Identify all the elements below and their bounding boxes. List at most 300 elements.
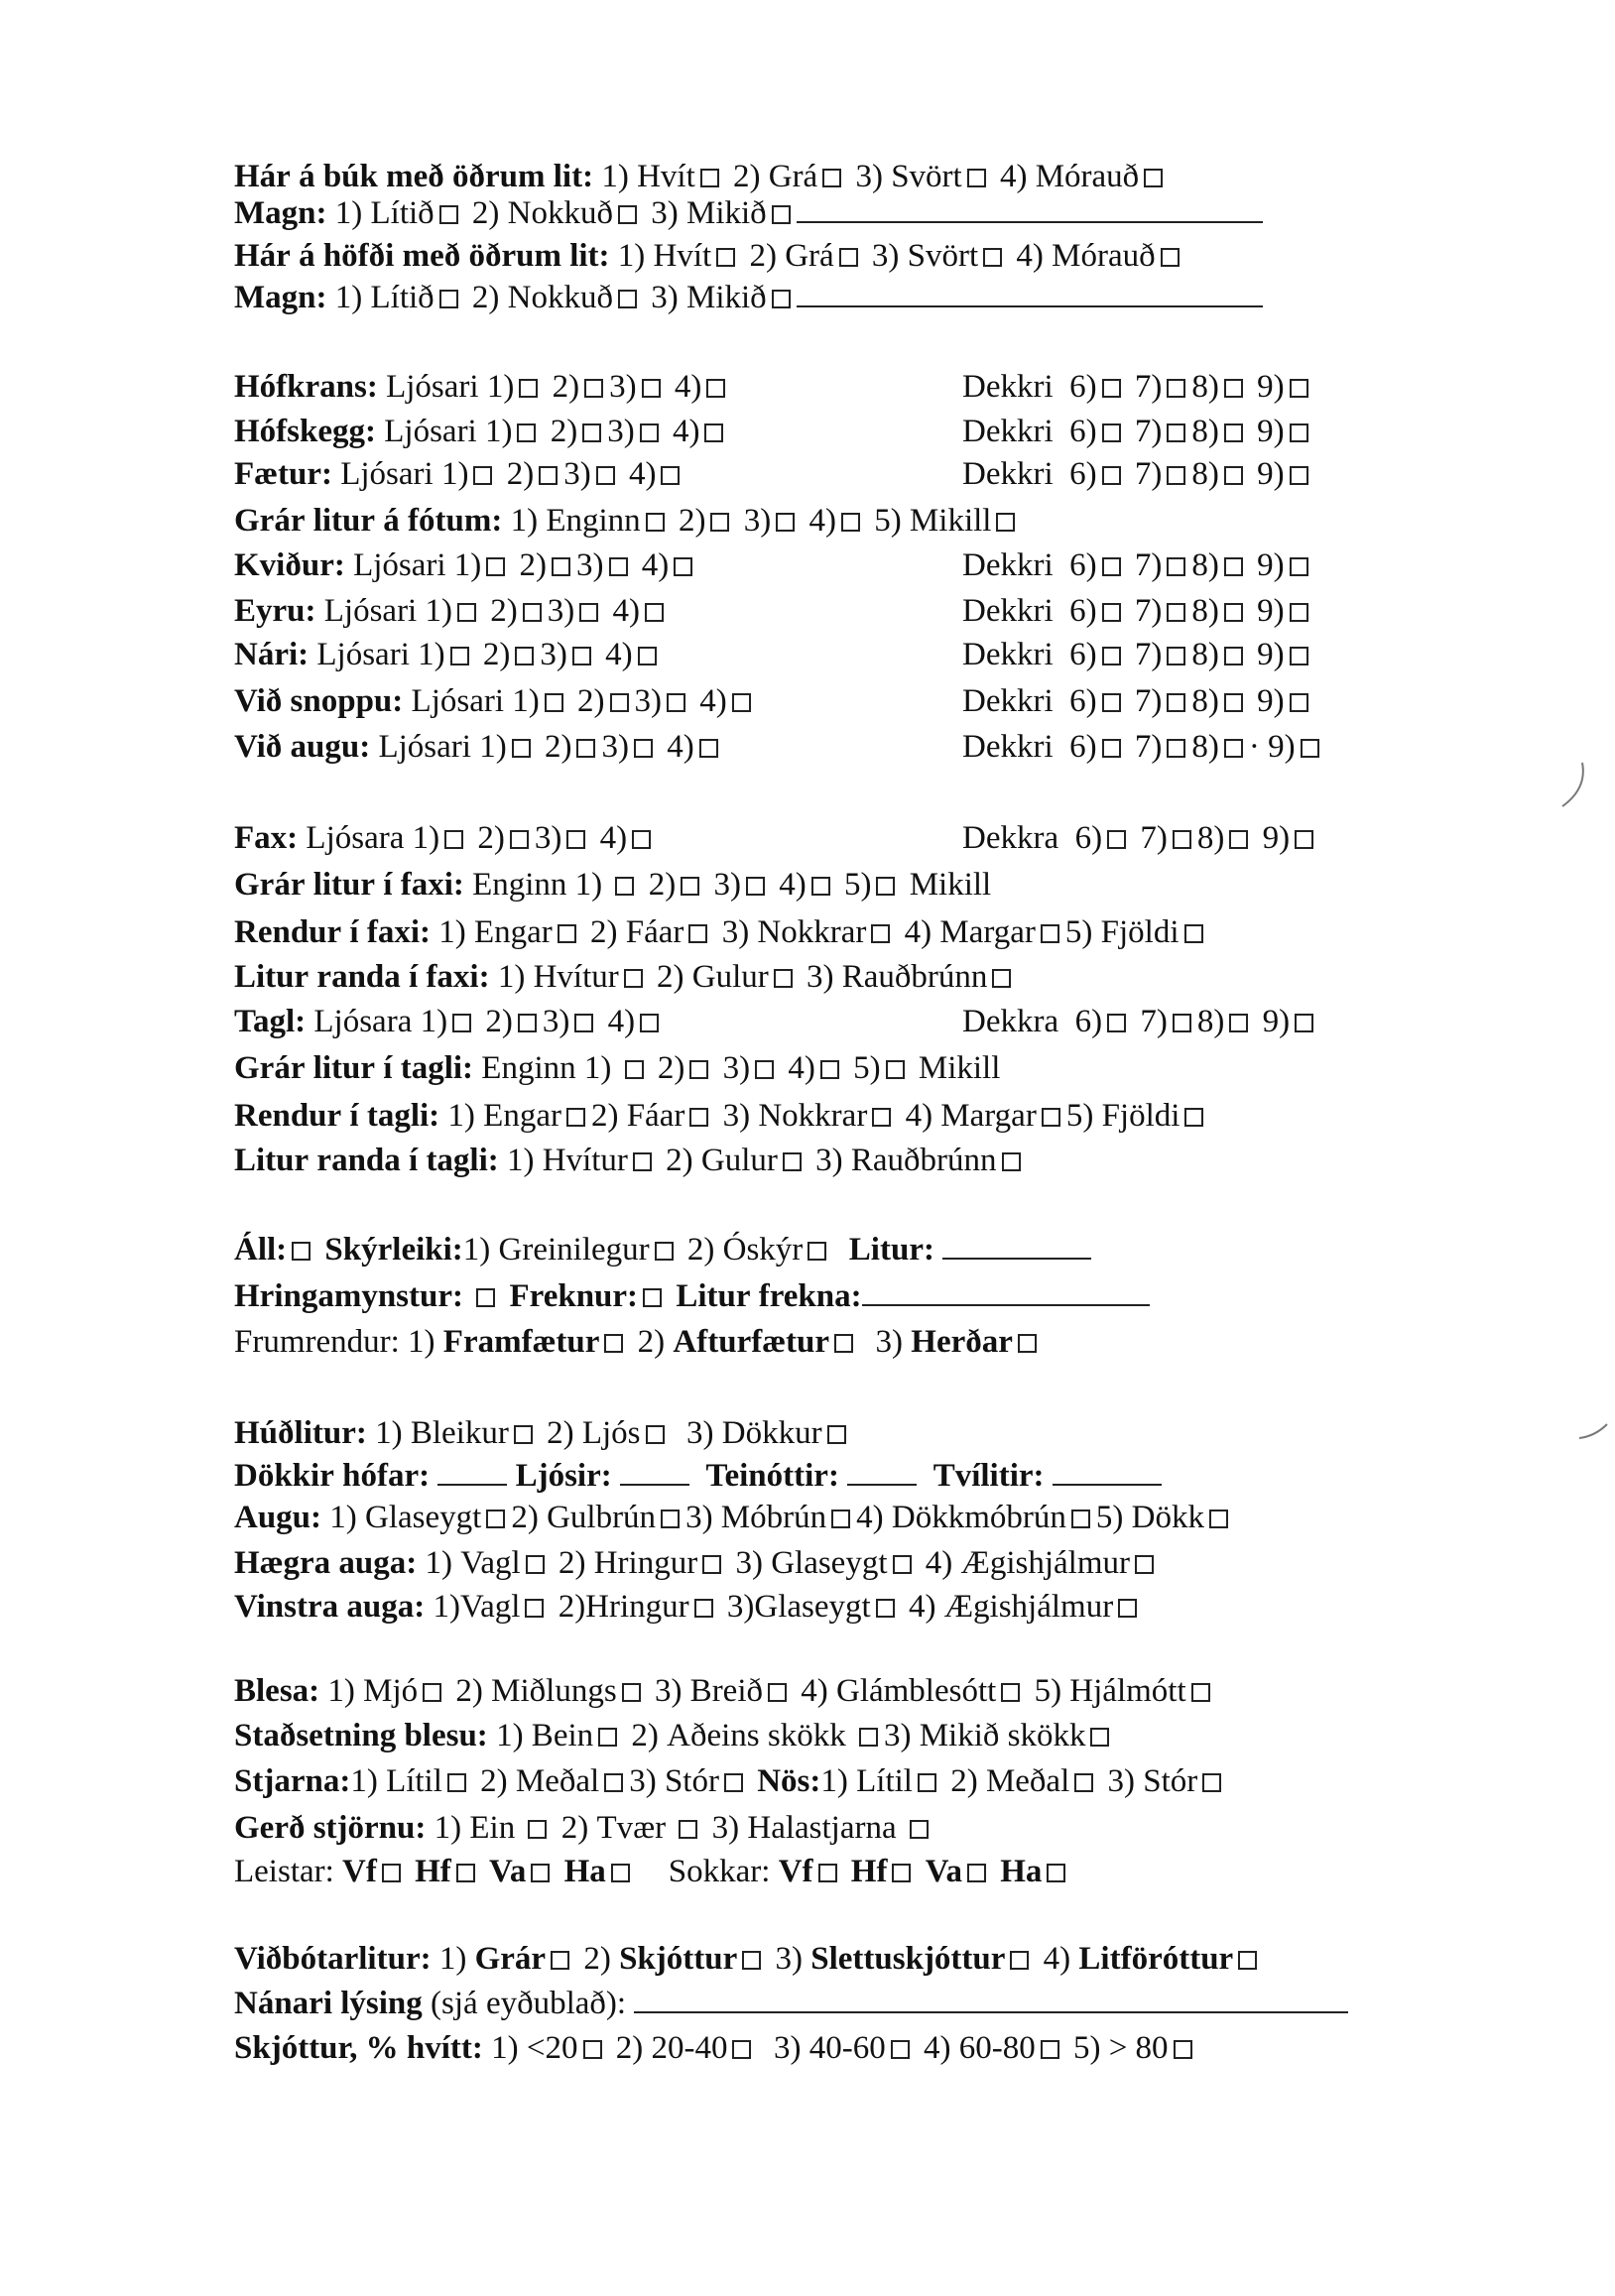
checkbox[interactable] <box>510 830 529 849</box>
checkbox[interactable] <box>774 969 793 988</box>
option-label: 3) Rauðbrúnn <box>807 1143 997 1178</box>
checkbox[interactable] <box>1001 1683 1020 1702</box>
checkbox[interactable] <box>1224 693 1243 712</box>
checkbox[interactable] <box>622 1683 641 1702</box>
checkbox[interactable] <box>618 205 637 224</box>
field-label: Fax: <box>234 820 299 856</box>
checkbox[interactable] <box>1209 1510 1228 1528</box>
checkbox[interactable] <box>1074 1773 1093 1792</box>
option-label: 9) <box>1248 456 1285 492</box>
form-line <box>234 727 1296 767</box>
checkbox[interactable] <box>967 169 986 187</box>
option-label: Ljósari 1) <box>344 547 482 583</box>
checkbox[interactable] <box>859 1728 878 1747</box>
checkbox[interactable] <box>681 877 699 896</box>
option-label: 2) Nokkuð <box>463 195 613 231</box>
checkbox[interactable] <box>476 1288 495 1307</box>
checkbox[interactable] <box>1102 647 1121 665</box>
field-label: Magn: <box>234 195 327 231</box>
checkbox[interactable] <box>572 647 591 665</box>
checkbox[interactable] <box>514 1425 533 1444</box>
option-label <box>463 1278 471 1314</box>
option-label: 2) Grá <box>741 238 834 274</box>
checkbox[interactable] <box>611 1864 630 1882</box>
checkbox[interactable] <box>531 1864 550 1882</box>
form-line <box>234 157 1169 196</box>
fill-in-blank[interactable] <box>437 1456 507 1486</box>
option-label: 2) 20-40 <box>607 2030 728 2066</box>
field-label: Blesa: <box>234 1673 320 1709</box>
checkbox[interactable] <box>827 1425 846 1444</box>
option-label: 3) <box>714 1050 751 1086</box>
form-line <box>234 367 1285 407</box>
checkbox[interactable] <box>292 1242 311 1261</box>
field-label: Freknur: <box>501 1278 639 1314</box>
option-label: 8) <box>1196 820 1225 856</box>
option-label: 3) Breið <box>646 1673 763 1709</box>
checkbox[interactable] <box>1301 739 1319 758</box>
field-label: Hf <box>842 1854 888 1889</box>
checkbox[interactable] <box>1010 1951 1029 1970</box>
checkbox[interactable] <box>1047 1864 1065 1882</box>
option-label: Dekkri 6) <box>962 593 1097 629</box>
checkbox[interactable] <box>517 423 536 442</box>
checkbox[interactable] <box>1042 1108 1060 1127</box>
checkbox[interactable] <box>642 379 661 398</box>
option-label: 2) <box>544 369 580 405</box>
checkbox[interactable] <box>1167 423 1185 442</box>
checkbox[interactable] <box>822 169 841 187</box>
option-label: 4) <box>664 414 700 449</box>
option-label: 1) Glaseygt <box>321 1500 482 1535</box>
checkbox[interactable] <box>1041 2040 1059 2059</box>
checkbox[interactable] <box>1102 739 1121 758</box>
checkbox[interactable] <box>566 830 585 849</box>
checkbox[interactable] <box>1229 830 1248 849</box>
checkbox[interactable] <box>1102 557 1121 576</box>
field-label: Hf <box>406 1854 451 1889</box>
checkbox[interactable] <box>983 248 1002 267</box>
checkbox[interactable] <box>518 1014 537 1032</box>
form-line <box>234 2028 1198 2068</box>
checkbox[interactable] <box>1102 466 1121 485</box>
checkbox[interactable] <box>1290 647 1308 665</box>
checkbox[interactable] <box>1290 693 1308 712</box>
form-line <box>234 1413 852 1453</box>
option-label: 4) <box>801 503 836 539</box>
checkbox[interactable] <box>456 1864 475 1882</box>
checkbox[interactable] <box>1167 466 1185 485</box>
checkbox[interactable] <box>1167 557 1185 576</box>
checkbox[interactable] <box>633 1152 652 1171</box>
checkbox[interactable] <box>689 1060 708 1079</box>
option-label: 1) Hvítur <box>498 1143 628 1178</box>
checkbox[interactable] <box>661 1510 680 1528</box>
option-label: 3) Rauðbrúnn <box>798 959 988 995</box>
checkbox[interactable] <box>579 603 598 622</box>
checkbox[interactable] <box>1102 693 1121 712</box>
checkbox[interactable] <box>528 1820 547 1839</box>
darker-options <box>962 454 1314 494</box>
checkbox[interactable] <box>892 1864 911 1882</box>
checkbox[interactable] <box>732 693 751 712</box>
checkbox[interactable] <box>450 647 469 665</box>
option-label: Dekkra 6) <box>962 1004 1103 1039</box>
form-line <box>234 635 1285 674</box>
field-label: Nös: <box>748 1763 821 1799</box>
field-label: Framfætur <box>442 1324 600 1360</box>
checkbox[interactable] <box>457 603 476 622</box>
field-label: Viðbótarlitur: <box>234 1941 432 1977</box>
checkbox[interactable] <box>674 557 692 576</box>
field-label: Rendur í faxi: <box>234 914 431 950</box>
form-line <box>234 236 1185 276</box>
form-line <box>234 1456 1162 1496</box>
option-label: 7) <box>1132 820 1168 856</box>
checkbox[interactable] <box>872 1108 891 1127</box>
checkbox[interactable] <box>1224 423 1243 442</box>
checkbox[interactable] <box>643 1288 662 1307</box>
option-label: Dekkri 6) <box>962 683 1097 719</box>
option-label: 7) <box>1126 683 1163 719</box>
checkbox[interactable] <box>576 739 595 758</box>
checkbox[interactable] <box>1224 557 1243 576</box>
option-label: Sokkar: <box>635 1854 779 1889</box>
checkbox[interactable] <box>834 1334 853 1353</box>
checkbox[interactable] <box>808 1242 826 1261</box>
option-label: 2) Aðeins skökk <box>623 1718 854 1753</box>
checkbox[interactable] <box>841 513 860 532</box>
checkbox[interactable] <box>706 379 725 398</box>
checkbox[interactable] <box>1107 1014 1126 1032</box>
option-label: 2)Hringur <box>550 1589 689 1625</box>
field-label: Litföróttur <box>1078 1941 1234 1977</box>
checkbox[interactable] <box>1173 1014 1191 1032</box>
fill-in-blank[interactable] <box>634 1984 1348 2013</box>
checkbox[interactable] <box>1167 603 1185 622</box>
checkbox[interactable] <box>618 290 637 308</box>
checkbox[interactable] <box>526 1555 545 1574</box>
option-label: 5) <box>844 1050 881 1086</box>
checkbox[interactable] <box>992 969 1011 988</box>
checkbox[interactable] <box>910 1820 929 1839</box>
checkbox[interactable] <box>1290 557 1308 576</box>
checkbox[interactable] <box>783 1152 802 1171</box>
checkbox[interactable] <box>444 830 463 849</box>
option-label: Dekkri 6) <box>962 369 1097 405</box>
checkbox[interactable] <box>632 830 651 849</box>
fill-in-blank[interactable] <box>797 278 1263 307</box>
option-label: 2) <box>670 503 706 539</box>
checkbox[interactable] <box>891 2040 910 2059</box>
field-label: Litur frekna: <box>668 1278 862 1314</box>
form-line <box>234 501 1021 541</box>
checkbox[interactable] <box>876 877 895 896</box>
checkbox[interactable] <box>831 1510 850 1528</box>
checkbox[interactable] <box>512 739 531 758</box>
option-label: 2) <box>511 547 548 583</box>
field-label: Va <box>480 1854 527 1889</box>
checkbox[interactable] <box>1295 830 1313 849</box>
form-line <box>234 1230 1091 1269</box>
option-label: 4) Ægishjálmur <box>917 1545 1130 1581</box>
field-label: Magn: <box>234 280 327 315</box>
checkbox[interactable] <box>596 466 615 485</box>
checkbox[interactable] <box>566 1108 585 1127</box>
fill-in-blank[interactable] <box>620 1456 689 1486</box>
checkbox[interactable] <box>604 1334 623 1353</box>
checkbox[interactable] <box>552 557 570 576</box>
field-label: Nári: <box>234 637 310 672</box>
form-line <box>234 1852 1071 1891</box>
option-label: 8) <box>1191 593 1219 629</box>
option-label: 5) > 80 <box>1064 2030 1169 2066</box>
checkbox[interactable] <box>582 423 601 442</box>
checkbox[interactable] <box>609 557 628 576</box>
checkbox[interactable] <box>700 169 719 187</box>
form-line <box>234 1587 1143 1627</box>
fill-in-blank[interactable] <box>942 1230 1091 1260</box>
checkbox[interactable] <box>1290 379 1308 398</box>
checkbox[interactable] <box>382 1864 401 1882</box>
checkbox[interactable] <box>486 557 505 576</box>
checkbox[interactable] <box>776 513 795 532</box>
checkbox[interactable] <box>634 739 653 758</box>
option-label: 4) <box>780 1050 815 1086</box>
option-label: 2) Óskýr <box>679 1232 804 1268</box>
option-label: 4) <box>620 456 657 492</box>
checkbox[interactable] <box>1107 830 1126 849</box>
option-label: 3)Glaseygt <box>718 1589 871 1625</box>
option-label: 8) <box>1191 369 1219 405</box>
option-label: 1) Hvítur <box>489 959 619 995</box>
checkbox[interactable] <box>1102 603 1121 622</box>
checkbox[interactable] <box>545 693 563 712</box>
option-label: 3) Stór <box>1099 1763 1198 1799</box>
option-label: 8) <box>1191 456 1219 492</box>
checkbox[interactable] <box>646 1425 665 1444</box>
checkbox[interactable] <box>967 1864 986 1882</box>
checkbox[interactable] <box>772 205 791 224</box>
checkbox[interactable] <box>1161 248 1180 267</box>
checkbox[interactable] <box>1167 647 1185 665</box>
option-label: 1)Vagl <box>425 1589 521 1625</box>
checkbox[interactable] <box>610 693 629 712</box>
checkbox[interactable] <box>742 1951 761 1970</box>
checkbox[interactable] <box>439 205 458 224</box>
checkbox[interactable] <box>1144 169 1163 187</box>
fill-in-blank[interactable] <box>797 193 1263 223</box>
checkbox[interactable] <box>679 1820 697 1839</box>
checkbox[interactable] <box>716 248 735 267</box>
checkbox[interactable] <box>1224 379 1243 398</box>
checkbox[interactable] <box>1071 1510 1090 1528</box>
checkbox[interactable] <box>1167 693 1185 712</box>
checkbox[interactable] <box>523 603 542 622</box>
checkbox[interactable] <box>1224 466 1243 485</box>
checkbox[interactable] <box>645 603 664 622</box>
checkbox[interactable] <box>473 466 492 485</box>
option-label: 4) <box>658 729 694 765</box>
darker-options <box>962 412 1314 451</box>
option-label: 7) <box>1126 637 1163 672</box>
checkbox[interactable] <box>1041 924 1059 943</box>
option-label: 9) <box>1248 369 1285 405</box>
checkbox[interactable] <box>755 1060 774 1079</box>
checkbox[interactable] <box>1224 603 1243 622</box>
checkbox[interactable] <box>525 1599 544 1618</box>
checkbox[interactable] <box>918 1773 936 1792</box>
checkbox[interactable] <box>1102 379 1121 398</box>
checkbox[interactable] <box>551 1951 569 1970</box>
checkbox[interactable] <box>519 379 538 398</box>
checkbox[interactable] <box>423 1683 441 1702</box>
checkbox[interactable] <box>1002 1152 1021 1171</box>
option-label: 2) <box>568 683 605 719</box>
checkbox[interactable] <box>768 1683 787 1702</box>
option-label: 4) Dökkmóbrún <box>856 1500 1066 1535</box>
checkbox[interactable] <box>1238 1951 1257 1970</box>
checkbox[interactable] <box>1174 2040 1192 2059</box>
option-label: 1) Engar <box>431 914 553 950</box>
checkbox[interactable] <box>1167 739 1185 758</box>
checkbox[interactable] <box>886 1060 905 1079</box>
checkbox[interactable] <box>811 877 830 896</box>
checkbox[interactable] <box>452 1014 471 1032</box>
checkbox[interactable] <box>598 1728 617 1747</box>
checkbox[interactable] <box>702 1555 721 1574</box>
checkbox[interactable] <box>486 1510 505 1528</box>
field-label: Grár litur á fótum: <box>234 503 503 539</box>
option-label: 1) Lítið <box>326 280 435 315</box>
checkbox[interactable] <box>574 1014 593 1032</box>
option-label: Enginn 1) <box>463 867 611 903</box>
checkbox[interactable] <box>1184 1108 1203 1127</box>
checkbox[interactable] <box>1191 1683 1210 1702</box>
checkbox[interactable] <box>624 969 643 988</box>
option-label: 5) Fjöldi <box>1064 914 1180 950</box>
option-label: Ljósari 1) <box>376 414 513 449</box>
checkbox[interactable] <box>1102 423 1121 442</box>
checkbox[interactable] <box>615 877 634 896</box>
checkbox[interactable] <box>655 1242 674 1261</box>
form-line <box>234 865 991 905</box>
checkbox[interactable] <box>515 647 534 665</box>
fill-in-blank[interactable] <box>847 1456 917 1486</box>
checkbox[interactable] <box>1290 603 1308 622</box>
checkbox[interactable] <box>1202 1773 1221 1792</box>
checkbox[interactable] <box>732 2040 751 2059</box>
checkbox[interactable] <box>661 466 680 485</box>
checkbox[interactable] <box>1224 739 1243 758</box>
checkbox[interactable] <box>638 647 657 665</box>
checkbox[interactable] <box>724 1773 743 1792</box>
option-label: 3) <box>534 820 562 856</box>
checkbox[interactable] <box>1184 924 1203 943</box>
option-label: 1) Hvít <box>609 238 712 274</box>
form-line <box>234 1048 1000 1088</box>
field-label: Tvílitir: <box>917 1458 1045 1494</box>
checkbox[interactable] <box>689 1108 708 1127</box>
field-label: Grár <box>474 1941 547 1977</box>
darker-options <box>962 681 1314 721</box>
checkbox[interactable] <box>439 290 458 308</box>
checkbox[interactable] <box>625 1060 644 1079</box>
fill-in-blank[interactable] <box>1053 1456 1162 1486</box>
form-line <box>234 412 1285 451</box>
checkbox[interactable] <box>772 290 791 308</box>
form-line <box>234 591 1285 631</box>
checkbox[interactable] <box>1224 647 1243 665</box>
checkbox[interactable] <box>710 513 729 532</box>
checkbox[interactable] <box>694 1599 713 1618</box>
form-line <box>234 1276 1150 1316</box>
checkbox[interactable] <box>1290 423 1308 442</box>
option-label: 1) Lítil <box>350 1763 442 1799</box>
checkbox[interactable] <box>447 1773 466 1792</box>
checkbox[interactable] <box>1173 830 1191 849</box>
checkbox[interactable] <box>746 877 765 896</box>
checkbox[interactable] <box>839 248 858 267</box>
checkbox[interactable] <box>820 1060 839 1079</box>
option-label: 3) <box>609 369 637 405</box>
option-label <box>1045 1458 1053 1494</box>
checkbox[interactable] <box>1295 1014 1313 1032</box>
checkbox[interactable] <box>539 466 558 485</box>
checkbox[interactable] <box>876 1599 895 1618</box>
field-label: Vf <box>342 1854 377 1889</box>
checkbox[interactable] <box>1090 1728 1109 1747</box>
option-label: Ljósari 1) <box>370 729 507 765</box>
option-label: 3) <box>542 1004 570 1039</box>
checkbox[interactable] <box>583 2040 602 2059</box>
checkbox[interactable] <box>584 379 603 398</box>
checkbox[interactable] <box>1118 1599 1137 1618</box>
form-line <box>234 454 1285 494</box>
field-label: Rendur í tagli: <box>234 1098 440 1134</box>
checkbox[interactable] <box>640 1014 659 1032</box>
checkbox[interactable] <box>704 423 723 442</box>
checkbox[interactable] <box>996 513 1015 532</box>
option-label: 4) <box>596 637 633 672</box>
checkbox[interactable] <box>1229 1014 1248 1032</box>
option-label: 3) Nokkrar <box>714 1098 868 1134</box>
checkbox[interactable] <box>699 739 718 758</box>
fill-in-blank[interactable] <box>862 1276 1150 1306</box>
checkbox[interactable] <box>871 924 890 943</box>
checkbox[interactable] <box>1290 466 1308 485</box>
checkbox[interactable] <box>893 1555 912 1574</box>
checkbox[interactable] <box>646 513 665 532</box>
checkbox[interactable] <box>667 693 685 712</box>
option-label: 4) Mórauð <box>991 159 1140 194</box>
form-line <box>234 1002 1291 1041</box>
checkbox[interactable] <box>1167 379 1185 398</box>
option-label: 7) <box>1126 593 1163 629</box>
checkbox[interactable] <box>604 1773 623 1792</box>
checkbox[interactable] <box>1135 1555 1154 1574</box>
checkbox[interactable] <box>688 924 707 943</box>
option-label: 4) <box>691 683 727 719</box>
checkbox[interactable] <box>640 423 659 442</box>
option-label: 9) <box>1248 414 1285 449</box>
checkbox[interactable] <box>1018 1334 1037 1353</box>
checkbox[interactable] <box>818 1864 837 1882</box>
field-label: Nánari lýsing <box>234 1986 423 2021</box>
option-label: 8) <box>1191 637 1219 672</box>
checkbox[interactable] <box>558 924 576 943</box>
form-line <box>234 1671 1216 1711</box>
